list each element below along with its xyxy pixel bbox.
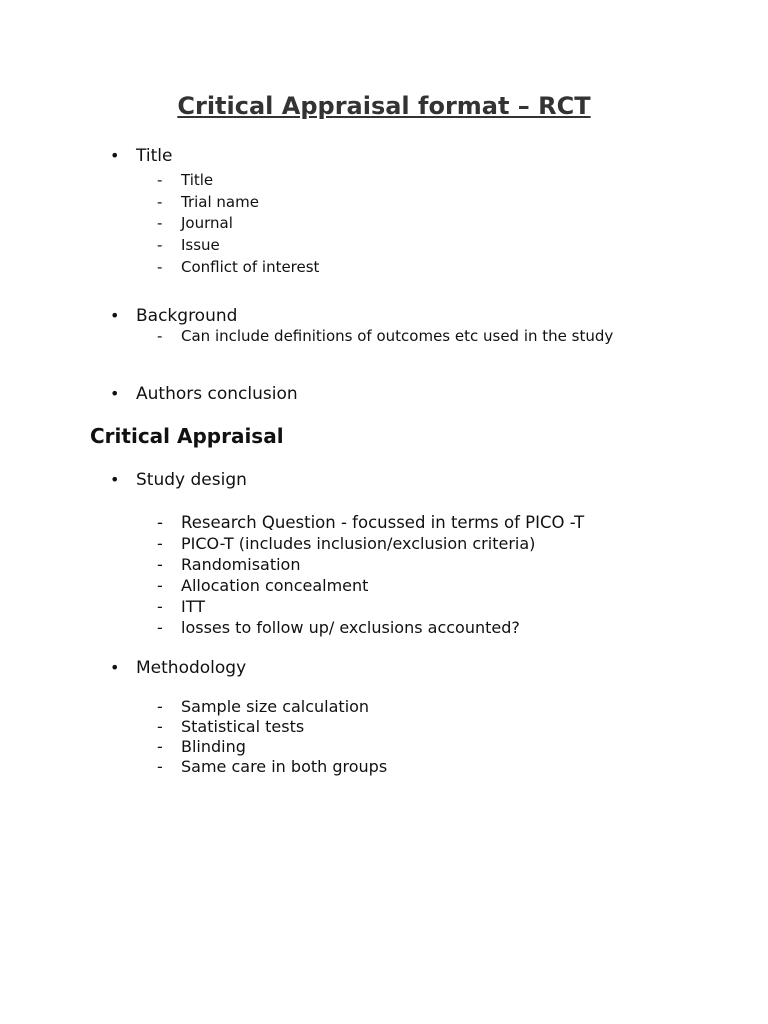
bullet-label: Methodology [136,658,247,678]
dash-icon: - [157,737,163,756]
dash-icon: - [157,257,163,276]
dash-icon: - [157,513,163,532]
bullet-icon: • [110,384,120,403]
bullet-authors-conclusion [110,384,298,404]
dash-icon: - [157,236,163,255]
list-item: - Can include definitions of outcomes etc used in the study [157,326,613,348]
list-item: - Issue [157,235,319,257]
section-heading: Critical Appraisal [90,424,284,448]
list-item: - Same care in both groups [157,757,388,776]
dash-icon: - [157,618,163,637]
title-sub-list [157,170,319,279]
bullet-icon: • [110,658,120,677]
dash-icon: - [157,576,163,595]
dash-icon: - [157,534,163,553]
bullet-title [110,146,172,166]
dash-icon: - [157,555,163,574]
background-sub-list [157,326,613,348]
dash-icon: - [157,214,163,233]
list-item: - ITT [157,597,205,616]
bullet-icon: • [110,146,120,165]
dash-icon: - [157,192,163,211]
dash-icon: - [157,171,163,189]
list-item: - Statistical tests [157,717,305,736]
dash-icon: - [157,697,163,716]
list-item: - Blinding [157,737,246,756]
list-item: - Research Question - focussed in terms of PICO -T [157,513,585,532]
list-item: - Allocation concealment [157,576,369,595]
page-title: Critical Appraisal format – RCT [177,92,591,120]
list-item: - losses to follow up/ exclusions accounted? [157,618,520,637]
list-item: - PICO-T (includes inclusion/exclusion criteria) [157,534,536,553]
list-item: - Journal [157,213,319,235]
bullet-methodology [110,658,246,678]
bullet-icon: • [110,470,120,489]
dash-icon: - [157,717,163,736]
dash-icon: - [157,757,163,776]
dash-icon: - [157,327,163,345]
bullet-study-design [110,470,247,490]
study-design-sub-list [157,512,584,638]
bullet-label: Authors conclusion [136,384,298,404]
methodology-sub-list [157,697,387,777]
list-item: - Sample size calculation [157,697,370,716]
bullet-icon: • [110,306,120,325]
list-item: - Randomisation [157,555,301,574]
bullet-background [110,306,237,326]
bullet-label: Background [136,306,238,326]
dash-icon: - [157,597,163,616]
bullet-label: Study design [136,470,247,490]
list-item: - Trial name [157,192,319,214]
list-item: - Title [157,170,319,192]
bullet-label: Title [136,146,173,166]
list-item: - Conflict of interest [157,257,319,279]
